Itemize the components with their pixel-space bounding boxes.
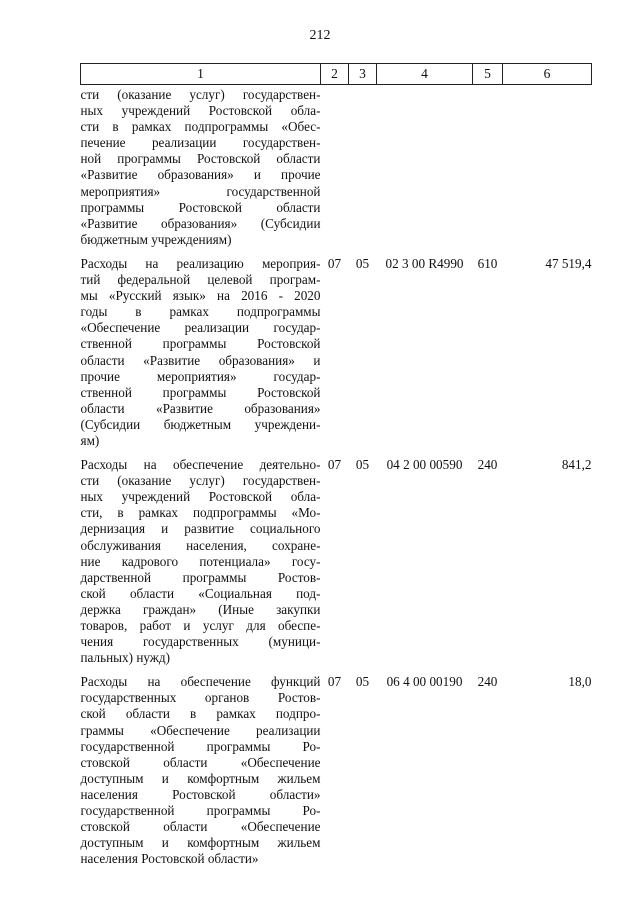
row-description xyxy=(81,85,321,252)
description-line: «Обеспечение реализации государ- xyxy=(80,320,321,336)
description-line: годы в рамках подпрограммы xyxy=(80,304,321,320)
subsection-code: 05 xyxy=(355,255,370,271)
description-line: «Развитие образования» (Субсидии xyxy=(80,215,321,231)
description-line: доступным и комфортным жильем xyxy=(80,835,321,851)
header-col-6: 6 xyxy=(503,64,592,85)
description-line: дарственной программы Ростов- xyxy=(80,569,321,585)
description-line: государственной программы Ро- xyxy=(80,738,321,754)
table-body xyxy=(81,85,592,872)
table-row xyxy=(81,85,592,252)
description-line: доступным и комфортным жильем xyxy=(80,770,321,786)
table-row xyxy=(81,453,592,670)
header-col-5: 5 xyxy=(473,64,503,85)
amount-value: 47 519,4 xyxy=(545,255,592,271)
description-line: чения государственных (муници- xyxy=(80,634,321,650)
target-article-code: 02 3 00 R4990 xyxy=(385,255,464,271)
description-line: сти (оказание услуг) государствен- xyxy=(80,87,321,102)
description-line: стовской области «Обеспечение xyxy=(80,754,321,770)
description-line: ям) xyxy=(80,432,100,448)
expense-type-code xyxy=(473,85,503,252)
description-line: Расходы на реализацию мероприя- xyxy=(80,255,321,271)
row-description xyxy=(81,670,321,871)
description-line: населения Ростовской области» xyxy=(80,786,321,802)
description-line: области «Развитие образования» xyxy=(80,400,321,416)
amount-value: 841,2 xyxy=(561,457,592,473)
description-line: мероприятия» государственной xyxy=(80,183,321,199)
description-line: печение реализации государствен- xyxy=(80,135,321,151)
table-header-row xyxy=(81,64,592,85)
description-line: Расходы на обеспечение деятельно- xyxy=(80,457,321,473)
description-line: ственной программы Ростовской xyxy=(80,384,321,400)
description-line: «Развитие образования» и прочие xyxy=(80,167,321,183)
target-article-code xyxy=(377,85,473,252)
description-line: ской области в рамках подпро- xyxy=(80,706,321,722)
expense-type-code: 240 xyxy=(477,674,498,690)
description-line: программы Ростовской области xyxy=(80,199,321,215)
description-line: (Субсидии бюджетным учреждени- xyxy=(80,416,321,432)
description-line: Расходы на обеспечение функций xyxy=(80,674,321,690)
target-article-code: 04 2 00 00590 xyxy=(386,457,463,473)
amount-value: 18,0 xyxy=(568,674,592,690)
section-code: 07 xyxy=(327,457,342,473)
description-line: прочие мероприятия» государ- xyxy=(80,368,321,384)
description-line: мы «Русский язык» на 2016 - 2020 xyxy=(80,288,321,304)
row-description xyxy=(81,252,321,453)
description-line: держка граждан» (Иные закупки xyxy=(80,601,321,617)
header-col-4: 4 xyxy=(377,64,473,85)
description-line: сти, в рамках подпрограммы «Мо- xyxy=(80,505,321,521)
row-description xyxy=(81,453,321,670)
target-article-code: 06 4 00 00190 xyxy=(386,674,463,690)
description-line: ской области «Социальная под- xyxy=(80,585,321,601)
description-line: бюджетным учреждениям) xyxy=(80,231,232,247)
description-line: дернизация и развитие социального xyxy=(80,521,321,537)
description-line: стовской области «Обеспечение xyxy=(80,819,321,835)
description-line: сти в рамках подпрограммы «Обес- xyxy=(80,119,321,135)
description-line: обслуживания населения, сохране- xyxy=(80,537,321,553)
section-code: 07 xyxy=(327,255,342,271)
section-code xyxy=(321,85,349,252)
section-code: 07 xyxy=(327,674,342,690)
description-line: ственной программы Ростовской xyxy=(80,336,321,352)
description-line: граммы «Обеспечение реализации xyxy=(80,722,321,738)
subsection-code: 05 xyxy=(355,674,370,690)
header-col-1: 1 xyxy=(81,64,321,85)
description-line: ных учреждений Ростовской обла- xyxy=(80,103,321,119)
description-line: ной программы Ростовской области xyxy=(80,151,321,167)
budget-table xyxy=(80,63,592,871)
description-line: пальных) нужд) xyxy=(80,650,171,666)
expense-type-code: 240 xyxy=(477,457,498,473)
description-line: товаров, работ и услуг для обеспе- xyxy=(80,618,321,633)
description-line: государственной программы Ро- xyxy=(80,803,321,819)
description-line: области «Развитие образования» и xyxy=(80,352,321,368)
description-line: сти (оказание услуг) государствен- xyxy=(80,473,321,489)
table-row xyxy=(81,252,592,453)
subsection-code: 05 xyxy=(355,457,370,473)
amount-value xyxy=(503,85,592,252)
description-line: тий федеральной целевой програм- xyxy=(80,272,321,288)
expense-type-code: 610 xyxy=(477,255,498,271)
description-line: ние кадрового потенциала» госу- xyxy=(80,553,321,569)
page-number: 212 xyxy=(309,28,331,43)
subsection-code xyxy=(349,85,377,252)
description-line: ных учреждений Ростовской обла- xyxy=(80,489,321,505)
header-col-3: 3 xyxy=(349,64,377,85)
description-line: государственных органов Ростов- xyxy=(80,690,321,706)
header-col-2: 2 xyxy=(321,64,349,85)
description-line: населения Ростовской области» xyxy=(80,851,259,867)
table-row xyxy=(81,670,592,871)
